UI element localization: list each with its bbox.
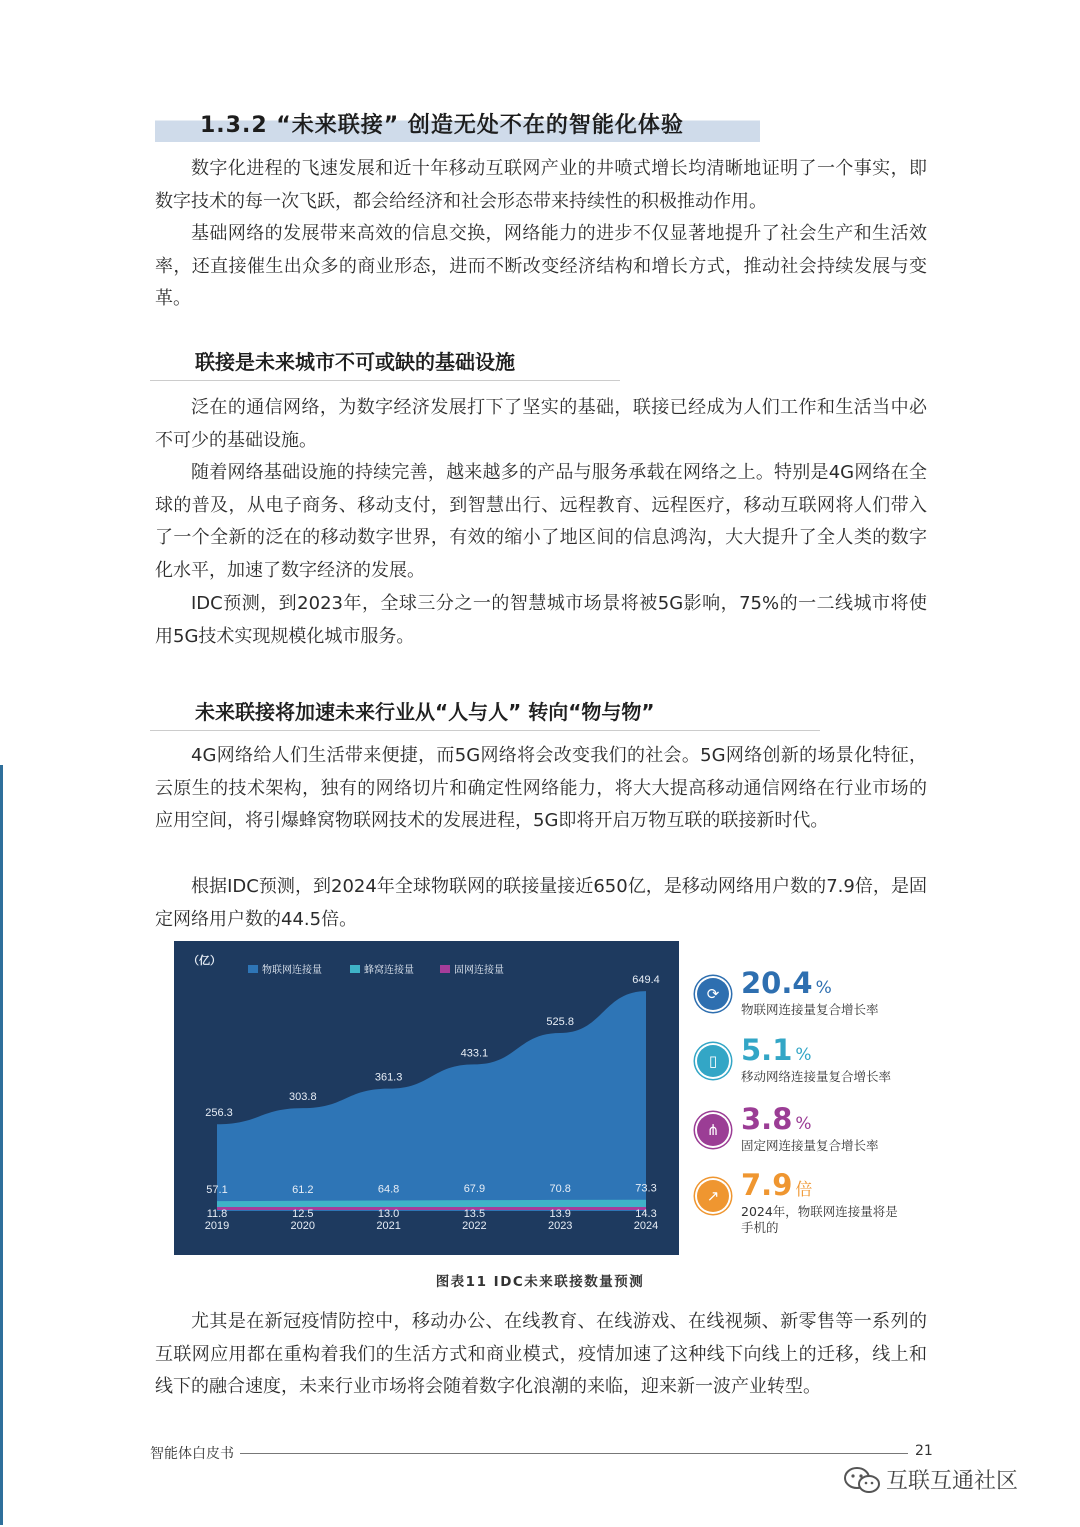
iot-data-label: 256.3 (205, 1107, 233, 1120)
trend-icon: ↗ (697, 1180, 729, 1212)
iot-data-label: 361.3 (374, 1071, 403, 1084)
cycle-icon: ⟳ (697, 978, 729, 1010)
fixed-data-label: 13.9 (549, 1208, 571, 1220)
cellular-data-label: 57.1 (206, 1184, 228, 1197)
footer-rule (240, 1453, 908, 1454)
subheading-things (150, 696, 820, 731)
iot-data-label: 525.8 (546, 1015, 574, 1028)
fixed-data-label: 12.5 (292, 1208, 314, 1220)
wechat-icon (842, 1465, 882, 1495)
fixed-area (217, 1207, 646, 1210)
subheading-infrastructure (150, 346, 620, 381)
stat-label: 移动网络连接量复合增长率 (741, 1069, 892, 1084)
x-tick-label: 2024 (633, 1220, 659, 1232)
x-tick-label: 2023 (547, 1220, 573, 1232)
connection-forecast-chart (174, 941, 679, 1255)
figure-caption: 图表11 IDC未来联接数量预测 (435, 1274, 645, 1290)
cellular-data-label: 73.3 (635, 1182, 657, 1195)
stat-item (697, 1033, 957, 1099)
stat-item (697, 966, 957, 1032)
stat-label: 2024年，物联网连接量将是手机的 (741, 1204, 898, 1235)
stat-unit: 倍 (795, 1180, 813, 1200)
legend-swatch (248, 965, 258, 973)
watermark-text: 互联互通社区 (886, 1469, 1019, 1494)
iot-data-label: 303.8 (289, 1091, 317, 1104)
iot-area (217, 991, 646, 1211)
iot-data-label: 649.4 (632, 974, 660, 987)
stat-value: 3.8 % (741, 1102, 812, 1136)
iot-data-label: 433.1 (460, 1047, 489, 1060)
paragraph: 4G网络给人们生活带来便捷，而5G网络将会改变我们的社会。5G网络创新的场景化特征，云原生的技术架构，独有的网络切片和确定性网络能力，将大大提高移动通信网络在行业市场的应用空间，将引爆蜂窝物联网技术的发展进程，5G即将开启万物互联的联接新时代。 (155, 745, 927, 831)
fixed-data-label: 13.5 (463, 1208, 486, 1220)
x-tick-label: 2019 (204, 1220, 230, 1232)
stat-unit: % (815, 978, 832, 998)
paragraph: 基础网络的发展带来高效的信息交换，网络能力的进步不仅显著地提升了社会生产和生活效率，还直接催生出众多的商业形态，进而不断改变经济结构和增长方式，推动社会持续发展与变革。 (155, 223, 927, 309)
cellular-data-label: 70.8 (549, 1182, 571, 1195)
subheading-text: 联接是未来城市不可或缺的基础设施 (195, 350, 515, 374)
legend-swatch (350, 965, 360, 973)
paragraph: IDC预测，到2023年，全球三分之一的智慧城市场景将被5G影响，75%的一二线城市将使用5G技术实现规模化城市服务。 (155, 593, 927, 647)
paragraph: 随着网络基础设施的持续完善，越来越多的产品与服务承载在网络之上。特别是4G网络在全球的普及，从电子商务、移动支付，到智慧出行、远程教育、远程医疗，移动互联网将人们带入了一个全新的泛在的移动数字世界，有效的缩小了地区间的信息鸿沟，大大提升了全人类的数字化水平，加速了数字经济的发展。 (155, 462, 927, 581)
stat-item (697, 1102, 957, 1168)
fixed-data-label: 14.3 (635, 1208, 657, 1220)
stat-value: 7.9 倍 (741, 1168, 813, 1202)
paragraph: 根据IDC预测，到2024年全球物联网的联接量接近650亿，是移动网络用户数的7.9倍，是固定网络用户数的44.5倍。 (155, 876, 927, 930)
paragraph: 尤其是在新冠疫情防控中，移动办公、在线教育、在线游戏、在线视频、新零售等一系列的互联网应用都在重构着我们的生活方式和商业模式，疫情加速了这种线下向线上的迁移，线上和线下的融合速度，未来行业市场将会随着数字化浪潮的来临，迎来新一波产业转型。 (155, 1311, 927, 1397)
fixed-data-label: 11.8 (206, 1208, 228, 1220)
section-title: 1.3.2 “未来联接” 创造无处不在的智能化体验 (200, 113, 684, 138)
x-tick-label: 2022 (462, 1220, 487, 1232)
stat-unit: % (795, 1045, 812, 1065)
watermark (842, 1464, 1062, 1498)
legend-label: 蜂窝连接量 (364, 965, 414, 976)
phone-icon: ▯ (697, 1045, 729, 1077)
fixed-data-label: 13.0 (377, 1208, 400, 1220)
paragraph: 数字化进程的飞速发展和近十年移动互联网产业的井喷式增长均清晰地证明了一个事实，即数字技术的每一次飞跃，都会给经济和社会形态带来持续性的积极推动作用。 (155, 158, 927, 212)
page-number: 21 (915, 1443, 933, 1459)
legend-label: 固网连接量 (454, 965, 504, 976)
legend-label: 物联网连接量 (262, 965, 322, 976)
unit-label: （亿） (188, 955, 221, 967)
chart-svg (174, 941, 679, 1255)
x-tick-label: 2020 (290, 1220, 316, 1232)
stat-label: 固定网连接量复合增长率 (741, 1138, 879, 1153)
footer-doc-title: 智能体白皮书 (150, 1446, 234, 1462)
paragraph: 泛在的通信网络，为数字经济发展打下了坚实的基础，联接已经成为人们工作和生活当中必不可少的基础设施。 (155, 397, 927, 451)
cellular-data-label: 64.8 (377, 1183, 400, 1196)
subheading-text: 未来联接将加速未来行业从“人与人” 转向“物与物” (195, 700, 655, 724)
stat-unit: % (795, 1114, 812, 1134)
stat-value: 5.1 % (741, 1033, 812, 1067)
cellular-data-label: 67.9 (463, 1183, 486, 1196)
section-title-band (155, 106, 760, 142)
stat-value: 20.4 % (741, 966, 832, 1000)
cellular-data-label: 61.2 (292, 1183, 314, 1196)
network-icon: ⋔ (697, 1114, 729, 1146)
stat-label: 物联网连接量复合增长率 (741, 1002, 879, 1017)
x-tick-label: 2021 (376, 1220, 401, 1232)
stat-item (697, 1168, 957, 1235)
legend-swatch (440, 965, 450, 973)
left-accent-bar (0, 765, 3, 1525)
